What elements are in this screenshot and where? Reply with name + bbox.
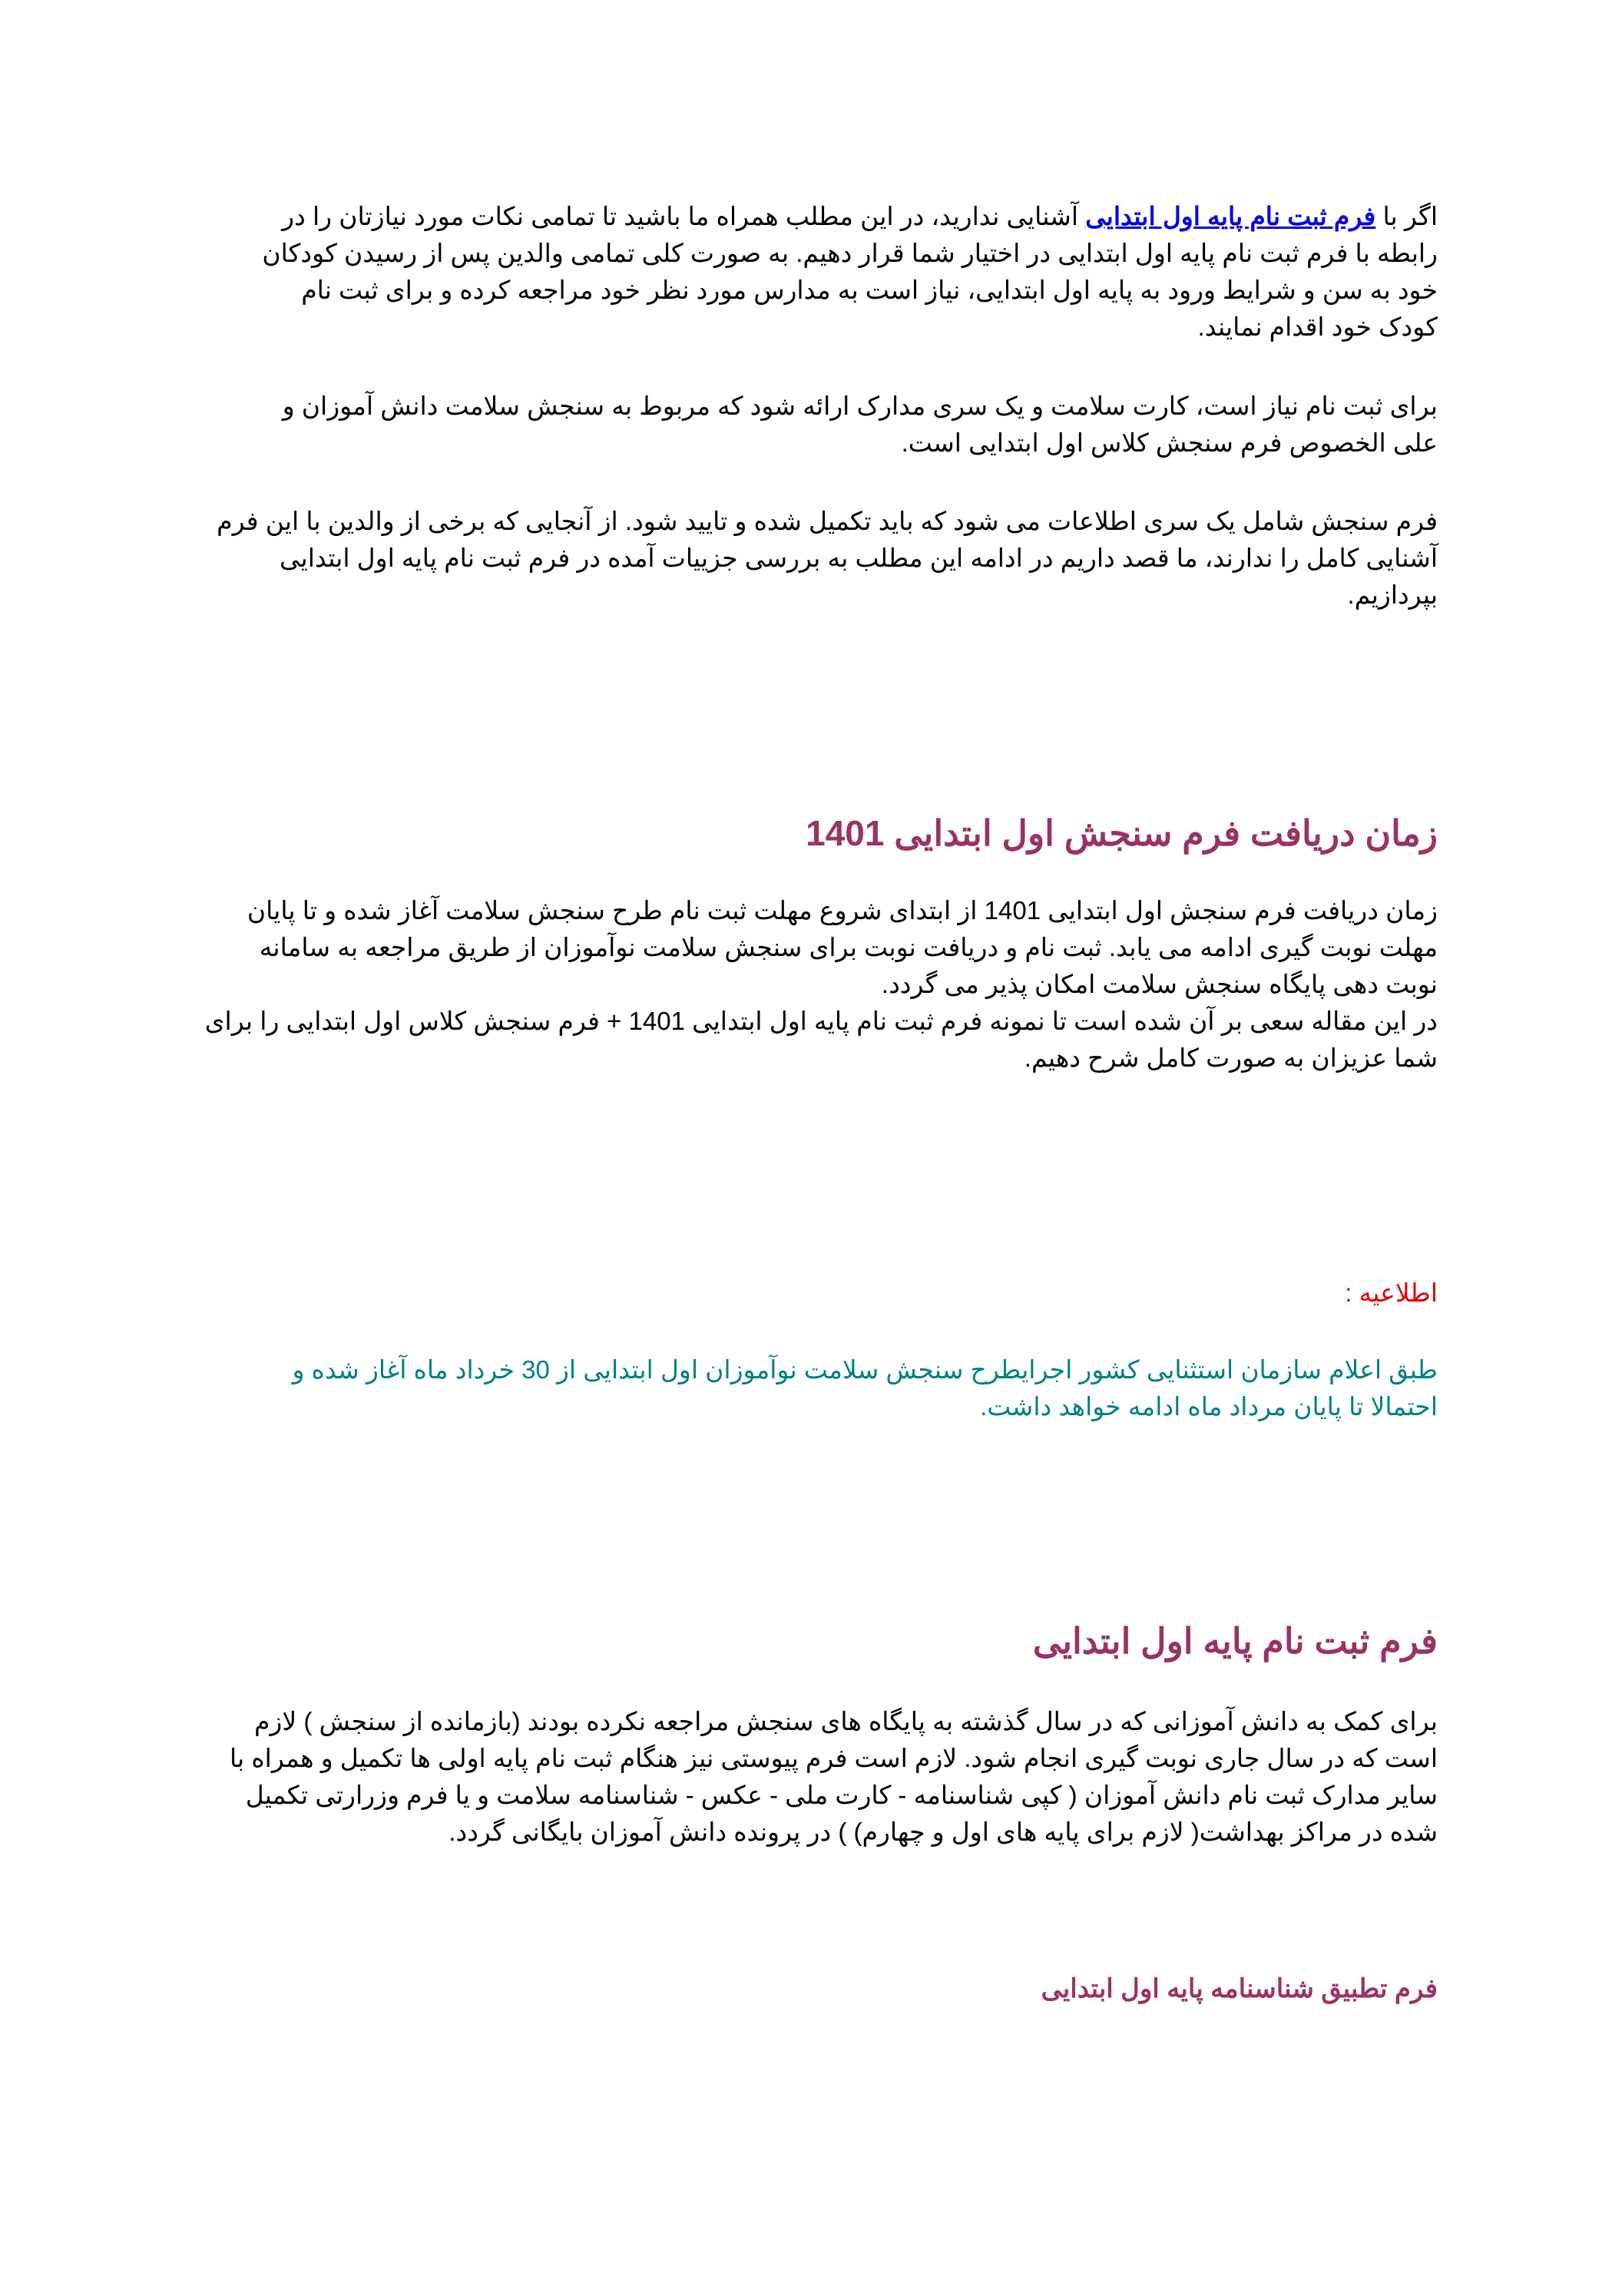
notice-line: طبق اعلام سازمان استثنایی کشور اجرایطرح سنجش سلامت نوآموزان اول ابتدایی از 30 خرداد ماه آغاز شده و [292,1355,1438,1384]
paragraph-line: برای ثبت نام نیاز است، کارت سلامت و یک سری مدارک ارائه شود که مربوط به سنجش سلامت دانش آموزان و [282,392,1438,420]
registration-form-link[interactable]: فرم ثبت نام پایه اول ابتدایی [1085,202,1376,230]
paragraph-line: شما عزیزان به صورت کامل شرح دهیم. [1024,1044,1438,1072]
paragraph-line: شده در مراکز بهداشت( لازم برای پایه های اول و چهارم) ) در پرونده دانش آموزان بایگانی گردد. [449,1818,1438,1846]
intro-line: رابطه با فرم ثبت نام پایه اول ابتدایی در اختیار شما قرار دهیم. به صورت کلی تمامی والدین پس از رسیدن کودکان [262,239,1438,267]
paragraph-line: در این مقاله سعی بر آن شده است تا نمونه فرم ثبت نام پایه اول ابتدایی 1401 + فرم سنجش کلاس اول ابتدایی را برای [204,1007,1438,1035]
paragraph-line: است که در سال جاری نوبت گیری انجام شود. لازم است فرم پیوستی نیز هنگام ثبت نام پایه اولی ها تکمیل و همراه با [229,1744,1438,1772]
notice-text [192,1351,1438,1425]
paragraph-line: نوبت دهی پایگاه سنجش سلامت امکان پذیر می گردد. [881,970,1438,998]
paragraph-line: مهلت نوبت گیری ادامه می یابد. ثبت نام و دریافت نوبت برای سنجش سلامت نوآموزان از طریق مراجعه به سامانه [259,933,1438,961]
paragraph-line: زمان دریافت فرم سنجش اول ابتدایی 1401 از ابتدای شروع مهلت ثبت نام طرح سنجش سلامت آغاز شده و تا پایان [247,896,1438,925]
paragraph-line: علی الخصوص فرم سنجش کلاس اول ابتدایی است. [901,428,1438,457]
intro-line: کودک خود اقدام نمایند. [1197,313,1438,341]
intro-line-1 [192,198,1438,235]
heading-registration-form: فرم ثبت نام پایه اول ابتدایی [1032,1621,1438,1661]
assessment-form-paragraph [192,503,1438,614]
heading-form-receipt-time: زمان دریافت فرم سنجش اول ابتدایی 1401 [806,813,1438,853]
health-card-paragraph [192,388,1438,462]
intro-text: اگر با [1382,202,1438,230]
intro-text: آشنایی ندارید، در این مطلب همراه ما باشید تا تمامی نکات مورد نیازتان را در [282,202,1078,230]
paragraph-line: سایر مدارک ثبت نام دانش آموزان ( کپی شناسنامه - کارت ملی - عکس - شناسنامه سلامت و یا فرم وزرارتی تکمیل [245,1781,1438,1809]
notice-label: اطلاعیه : [1345,1279,1438,1307]
intro-line: خود به سن و شرایط ورود به پایه اول ابتدایی، نیاز است به مدارس مورد نظر خود مراجعه کرده و برای ثبت نام [301,276,1438,304]
paragraph-line: بپردازیم. [1347,581,1438,609]
notice-line: احتمالا تا پایان مرداد ماه ادامه خواهد داشت. [980,1392,1438,1421]
paragraph-line: آشنایی کامل را ندارند، ما قصد داریم در ادامه این مطلب به بررسی جزییات آمده در فرم ثبت نام پایه اول ابتدایی [280,544,1438,572]
heading-id-matching-form: فرم تطبیق شناسنامه پایه اول ابتدایی [1041,1974,1438,2003]
receipt-time-paragraph [192,892,1438,1077]
paragraph-line: فرم سنجش شامل یک سری اطلاعات می شود که باید تکمیل شده و تایید شود. از آنجایی که برخی از والدین با این فرم [217,507,1438,535]
paragraph-line: برای کمک به دانش آموزانی که در سال گذشته به پایگاه های سنجش مراجعه نکرده بودند (بازمانده از سنجش ) لازم [253,1707,1438,1735]
intro-paragraph [192,198,1438,346]
registration-paragraph [192,1703,1438,1851]
